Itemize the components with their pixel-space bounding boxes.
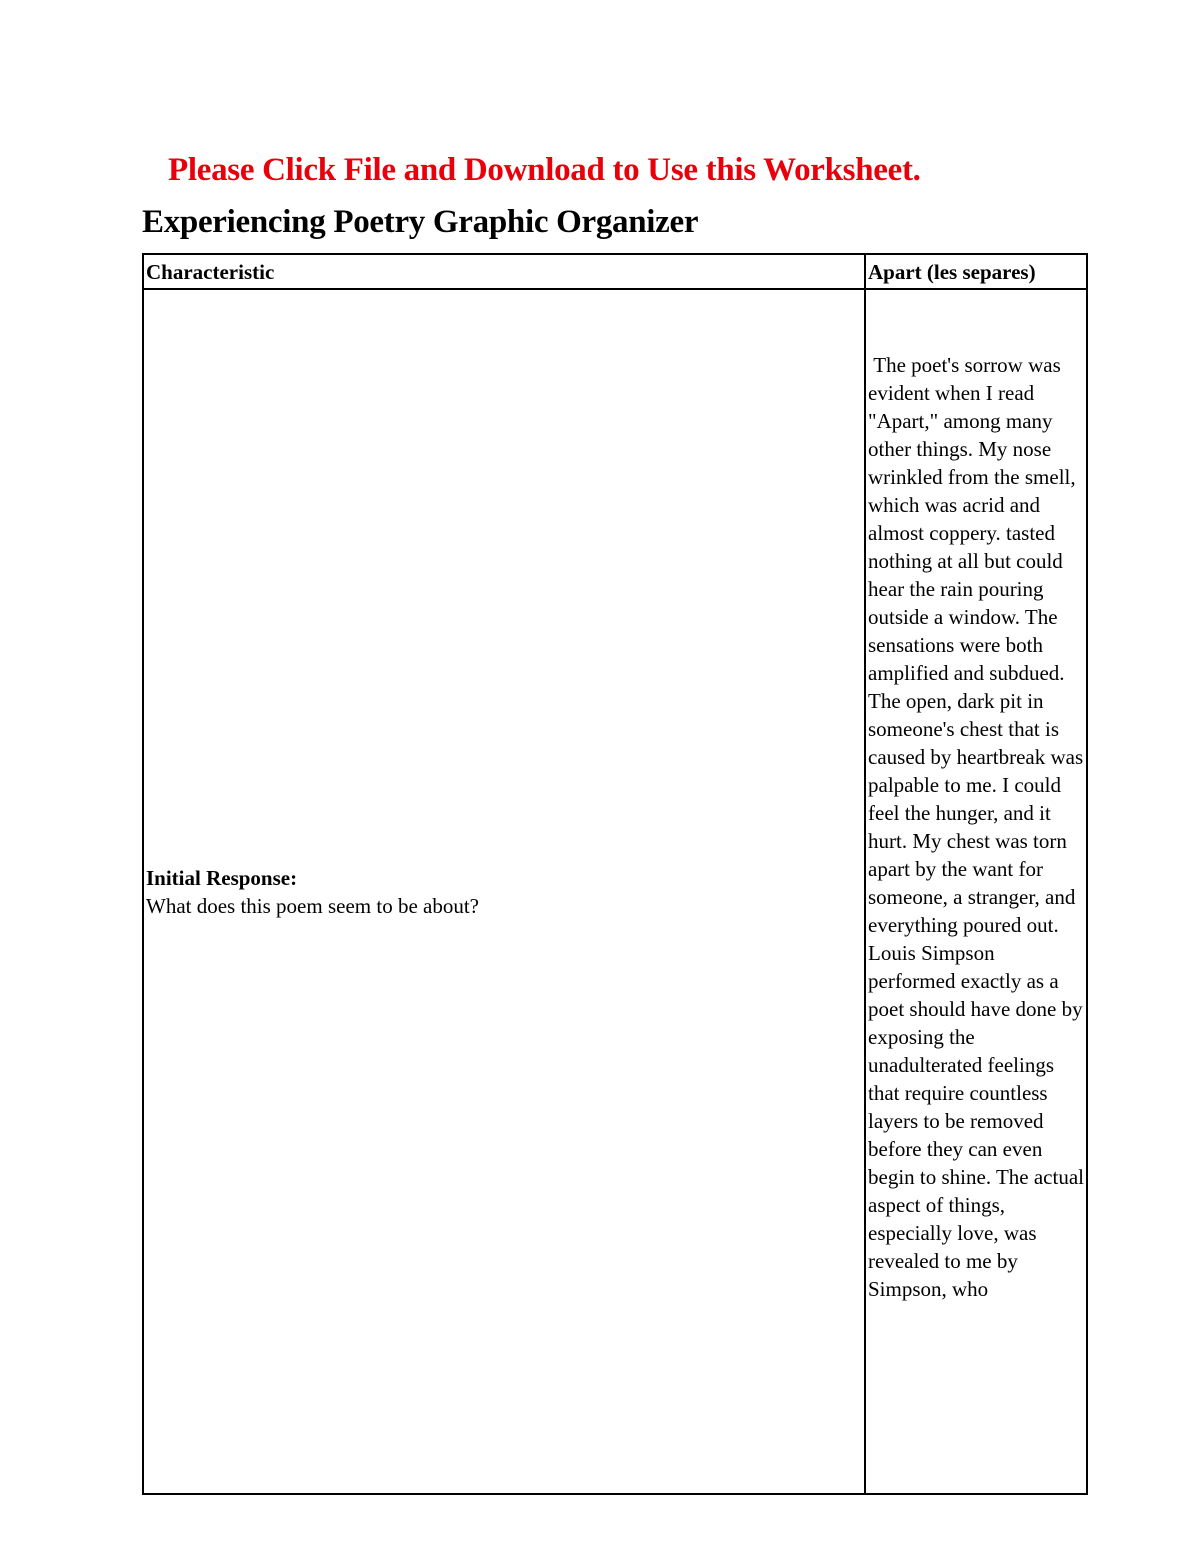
page-title: Experiencing Poetry Graphic Organizer — [142, 204, 699, 240]
table-row — [143, 289, 1087, 1494]
table-header-row — [143, 254, 1087, 289]
characteristic-cell — [143, 289, 865, 1494]
row-label: Initial Response: — [146, 865, 298, 890]
column-header-poem: Apart (les separes) — [865, 254, 1087, 289]
row-question: What does this poem seem to be about? — [146, 893, 479, 918]
column-header-characteristic: Characteristic — [143, 254, 865, 289]
graphic-organizer-table — [142, 253, 1088, 1495]
response-text: The poet's sorrow was evident when I read "Apart," among many other things. My nose wrinkled from the smell, which was acrid and almost coppery. tasted nothing at all but could hear the rain pouring outside a window. The sensations were both amplified and subdued. The open, dark pit in someone's chest that is caused by heartbreak was palpable to me. I could feel the hunger, and it hurt. My chest was torn apart by the want for someone, a stranger, and everything poured out. Louis Simpson performed exactly as a poet should have done by exposing the unadulterated feelings that require countless layers to be removed before they can even begin to shine. The actual aspect of things, especially love, was revealed to me by Simpson, who — [868, 353, 1084, 1301]
response-cell — [865, 289, 1087, 1494]
download-notice: Please Click File and Download to Use this Worksheet. — [168, 152, 921, 188]
